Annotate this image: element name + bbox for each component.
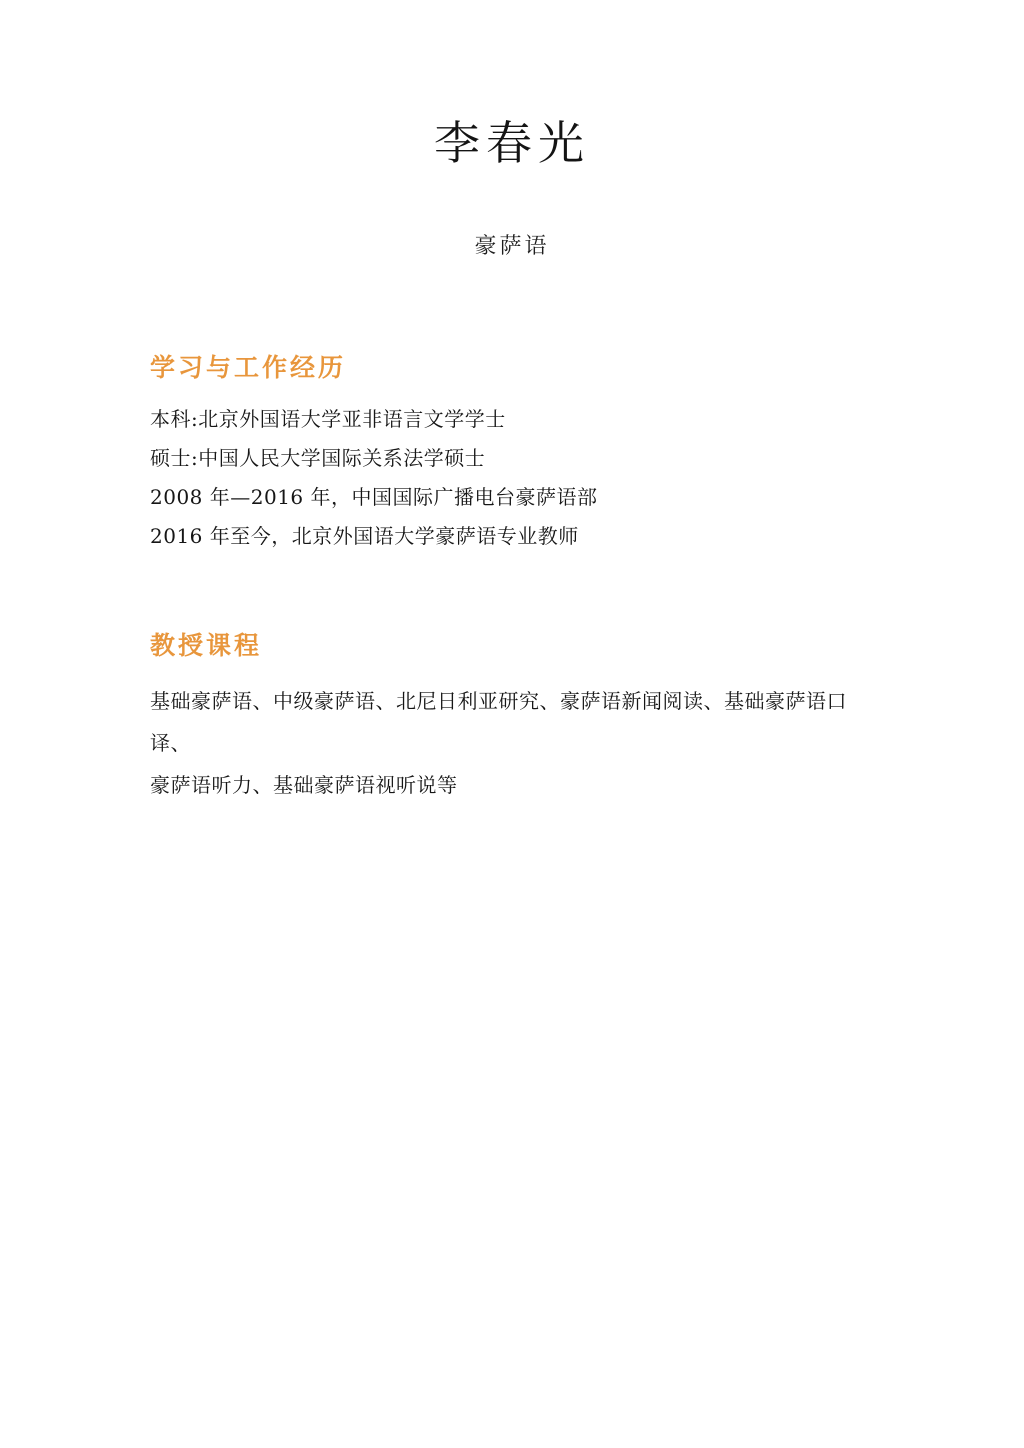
section-spacer [150,600,890,626]
experience-line: 2008 年—2016 年，中国国际广播电台豪萨语部 [150,485,598,509]
courses-line: 豪萨语听力、基础豪萨语视听说等 [150,773,458,797]
page-title: 李春光 [434,116,590,170]
section-heading-experience: 学习与工作经历 [150,353,347,382]
section-body-experience [150,400,890,556]
document-content [150,348,890,850]
section-courses [150,626,890,806]
section-experience [150,348,890,556]
experience-line: 硕士:中国人民大学国际关系法学硕士 [150,446,486,470]
courses-line: 基础豪萨语、中级豪萨语、北尼日利亚研究、豪萨语新闻阅读、基础豪萨语口译、 [150,689,847,755]
page-subtitle: 豪萨语 [474,234,550,260]
experience-line: 2016 年至今，北京外国语大学豪萨语专业教师 [150,524,579,548]
section-heading-courses: 教授课程 [150,631,263,660]
section-body-courses [150,680,880,806]
experience-line: 本科:北京外国语大学亚非语言文学学士 [150,407,506,431]
